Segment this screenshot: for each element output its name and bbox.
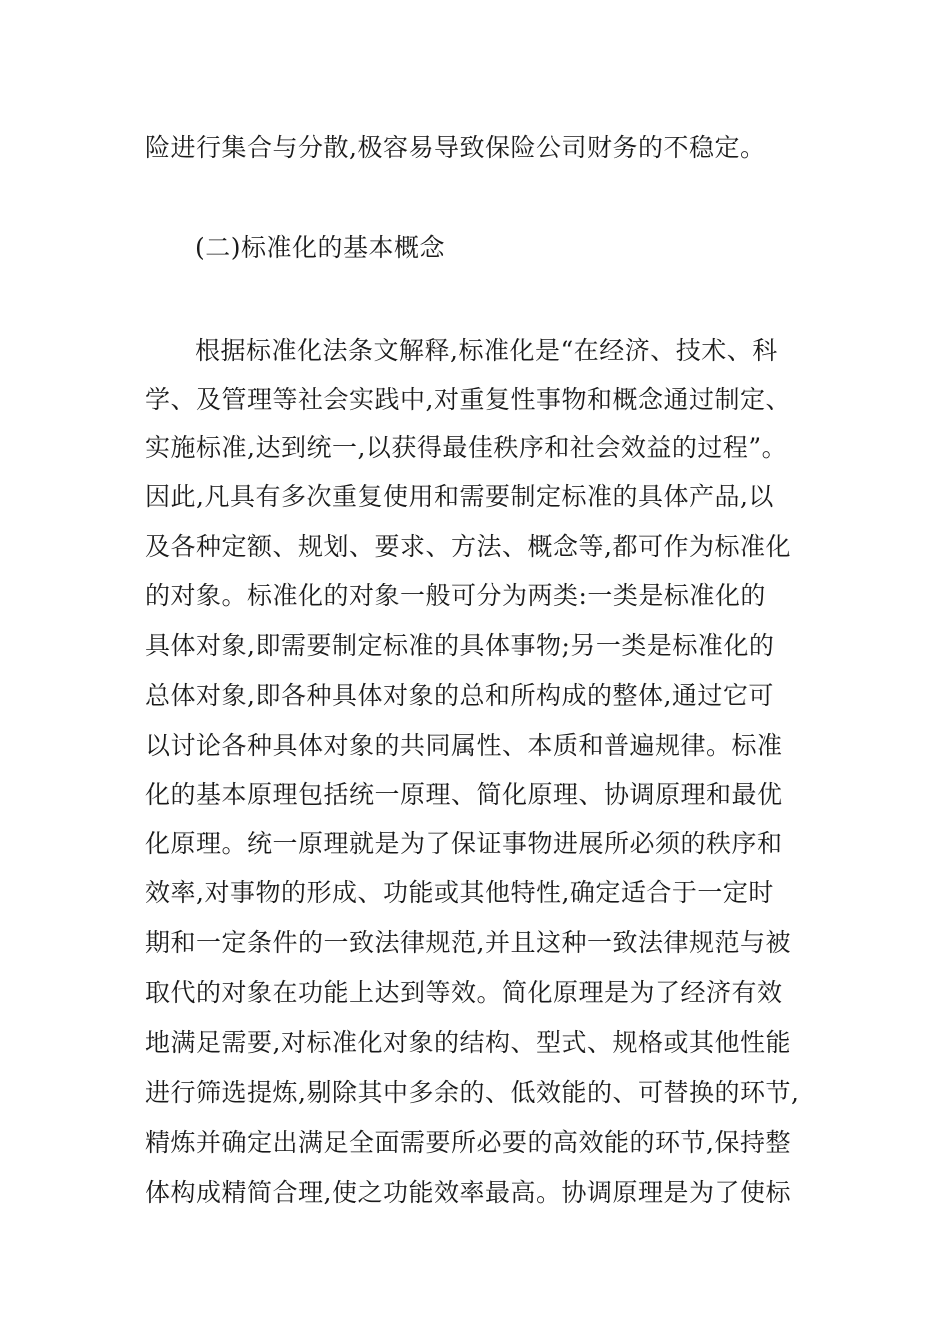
paragraph-line: 的对象。标准化的对象一般可分为两类:一类是标准化的 [145,581,766,610]
paragraph-line: 具体对象,即需要制定标准的具体事物;另一类是标准化的 [145,631,775,660]
paragraph-line: 期和一定条件的一致法律规范,并且这种一致法律规范与被 [145,928,791,957]
paragraph-line: 学、及管理等社会实践中,对重复性事物和概念通过制定、 [145,385,791,414]
paragraph-line: 化的基本原理包括统一原理、简化原理、协调原理和最优 [145,780,783,809]
paragraph-line: 以讨论各种具体对象的共同属性、本质和普遍规律。标准 [145,731,783,760]
paragraph-line: 地满足需要,对标准化对象的结构、型式、规格或其他性能 [145,1028,791,1057]
paragraph-line: 精炼并确定出满足全面需要所必要的高效能的环节,保持整 [145,1128,791,1157]
section-heading: (二)标准化的基本概念 [195,233,446,262]
paragraph-line: 体构成精简合理,使之功能效率最高。协调原理是为了使标 [145,1178,791,1207]
paragraph-line: 因此,凡具有多次重复使用和需要制定标准的具体产品,以 [145,482,774,511]
paragraph-line: 及各种定额、规划、要求、方法、概念等,都可作为标准化 [145,532,791,561]
paragraph-line: 取代的对象在功能上达到等效。简化原理是为了经济有效 [145,978,783,1007]
paragraph-line: 化原理。统一原理就是为了保证事物进展所必须的秩序和 [145,829,783,858]
paragraph-line: 总体对象,即各种具体对象的总和所构成的整体,通过它可 [145,681,774,710]
paragraph-line: 效率,对事物的形成、功能或其他特性,确定适合于一定时 [145,878,774,907]
paragraph-line: 根据标准化法条文解释,标准化是“在经济、技术、科 [195,336,778,365]
paragraph-line: 进行筛选提炼,剔除其中多余的、低效能的、可替换的环节, [145,1078,800,1107]
continuation-line: 险进行集合与分散,极容易导致保险公司财务的不稳定。 [145,133,766,162]
paragraph-line: 实施标准,达到统一,以获得最佳秩序和社会效益的过程”。 [145,433,788,462]
